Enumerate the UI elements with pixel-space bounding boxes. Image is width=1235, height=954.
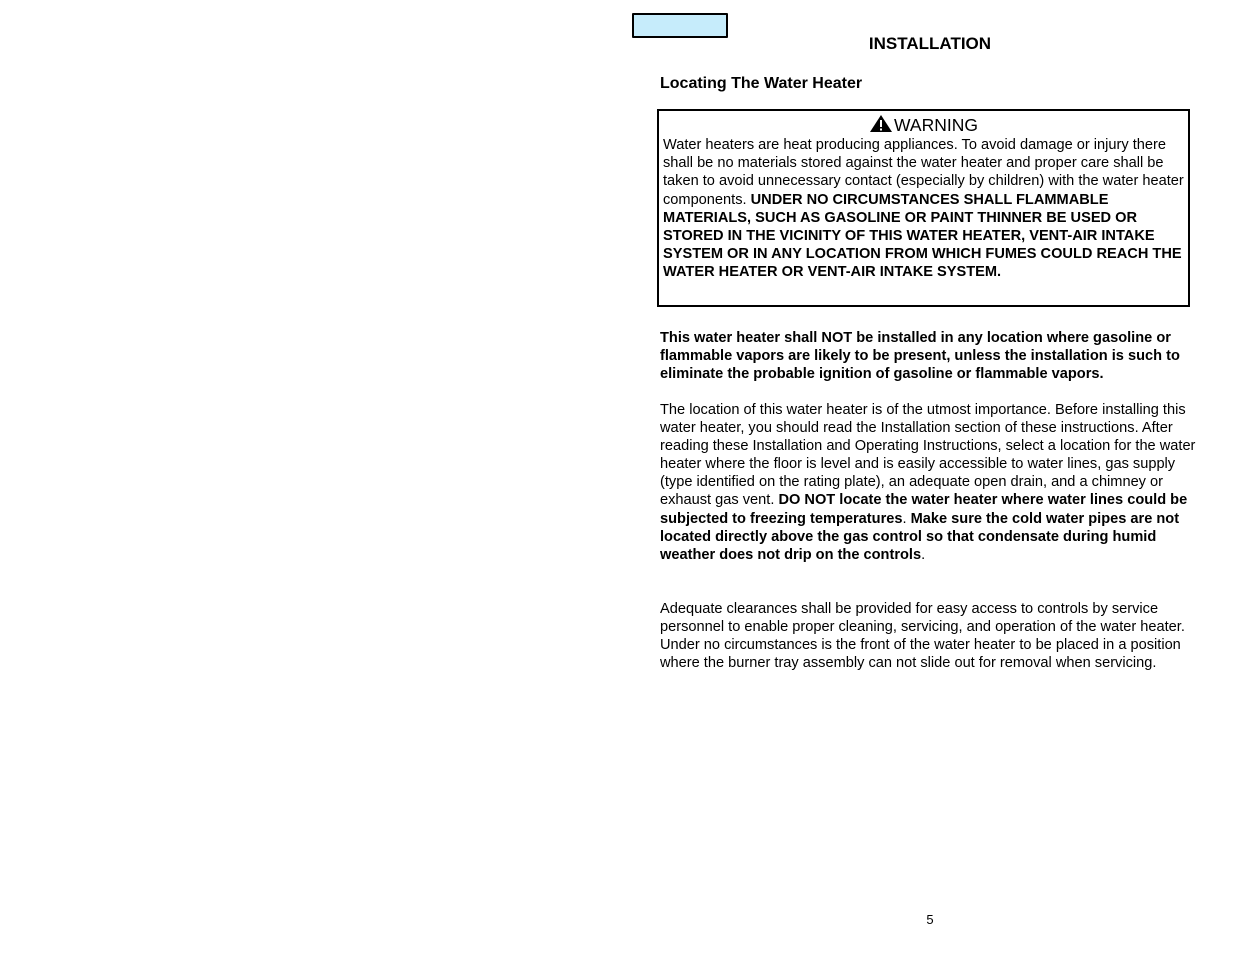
location-text: The location of this water heater is of the utmost importance. Before installing this water heater, you should read the Installation section of these instructions. After reading these Installation and Operating Instructions, select a location for the water heater where the floor is level and is easily accessible to water lines, gas supply (type identified on the rating plate), an adequate open drain, and a chimney or exhaust gas vent. xyxy=(660,402,1196,509)
freezing-warning: DO NOT locate the water heater where water lines could be subjected to freezing temperatures xyxy=(660,492,1188,527)
warning-heading xyxy=(663,114,1184,136)
page-number: 5 xyxy=(926,912,934,927)
warning-box xyxy=(657,109,1190,307)
warning-heading-label: WARNING xyxy=(894,115,978,135)
period: . xyxy=(902,510,907,527)
warning-text xyxy=(663,136,1184,282)
location-paragraph xyxy=(660,401,1200,564)
subheading: Locating The Water Heater xyxy=(660,75,863,92)
section-title: INSTALLATION xyxy=(868,34,992,53)
condensate-warning: Make sure the cold water pipes are not located directly above the gas control so that condensate during humid weather does not drip on the controls xyxy=(660,510,1180,563)
warning-text-normal: Water heaters are heat producing appliances. To avoid damage or injury there shall be no materials stored against the water heater and proper care shall be taken to avoid unnecessary contact (especially by children) with the water heater components. xyxy=(663,137,1184,208)
flammable-vapors-paragraph: This water heater shall NOT be installed in any location where gasoline or flammable vapors are likely to be present, unless the installation is such to eliminate the probable ignition of gasoline or flammable vapors. xyxy=(660,330,1180,383)
clearances-paragraph: Adequate clearances shall be provided for easy access to controls by service personnel to enable proper cleaning, servicing, and operation of the water heater. Under no circumstances is the front of the water heater to be placed in a position where the burner tray assembly can not slide out for removal when servicing. xyxy=(660,601,1185,672)
warning-text-bold: UNDER NO CIRCUMSTANCES SHALL FLAMMABLE MATERIALS, SUCH AS GASOLINE OR PAINT THINNER BE USED OR STORED IN THE VICINITY OF THIS WATER HEATER, VENT-AIR INTAKE SYSTEM OR IN ANY LOCATION FROM WHICH FUMES COULD REACH THE WATER HEATER OR VENT-AIR INTAKE SYSTEM. xyxy=(663,191,1182,281)
period: . xyxy=(921,546,926,563)
warning-triangle-icon xyxy=(869,114,893,133)
